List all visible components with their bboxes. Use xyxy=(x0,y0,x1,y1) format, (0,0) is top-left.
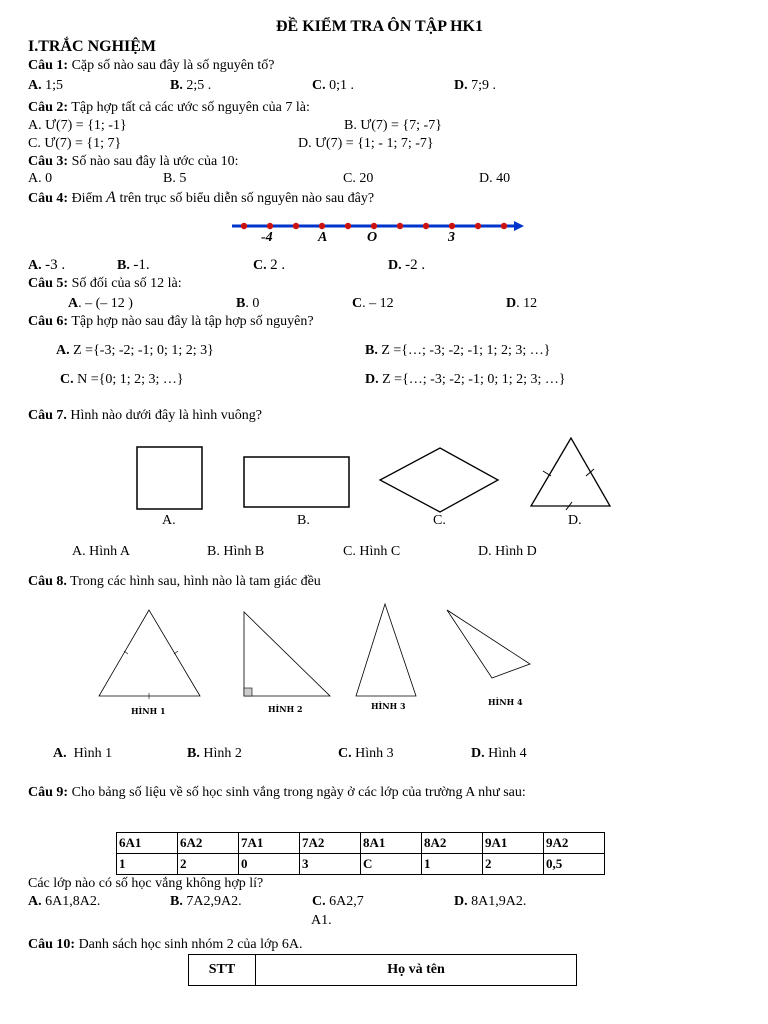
q9-option-c[interactable]: C. 6A2,7 xyxy=(312,894,364,909)
q7-option-a[interactable]: A. Hình A xyxy=(72,544,130,559)
q2-option-d[interactable]: D. Ư(7) = {1; - 1; 7; -7} xyxy=(298,136,434,151)
question-8: Câu 8. Trong các hình sau, hình nào là tam giác đều xyxy=(28,574,321,589)
q7-shapes xyxy=(120,432,620,516)
q8-option-c[interactable]: C. Hình 3 xyxy=(338,746,394,761)
table-cell: 0 xyxy=(239,854,300,875)
question-6: Câu 6: Tập hợp nào sau đây là tập hợp số nguyên? xyxy=(28,314,314,329)
table-cell: 9A2 xyxy=(544,833,605,854)
axis-label-3: 3 xyxy=(448,230,455,245)
student-list-table xyxy=(188,954,577,986)
q9-option-a[interactable]: A. 6A1,8A2. xyxy=(28,894,101,909)
table-row xyxy=(117,854,605,875)
scalene-triangle xyxy=(447,610,530,678)
question-5: Câu 5: Số đối của số 12 là: xyxy=(28,276,182,291)
axis-label-minus4: -4 xyxy=(261,230,273,245)
axis-label-a: A xyxy=(318,230,328,245)
q1-option-d[interactable]: D. 7;9 . xyxy=(454,78,497,93)
q8-fig-label-1: HÌNH 1 xyxy=(131,706,166,716)
q4-option-b[interactable]: B. -1. xyxy=(117,257,150,273)
q6-option-d[interactable]: D. Z ={…; -3; -2; -1; 0; 1; 2; 3; …} xyxy=(365,372,566,387)
q8-shapes xyxy=(90,600,550,710)
table-cell: 1 xyxy=(117,854,178,875)
q3-option-d[interactable]: D. 40 xyxy=(479,171,511,186)
question-7: Câu 7. Hình nào dưới đây là hình vuông? xyxy=(28,408,262,423)
q7-fig-label-a: A. xyxy=(162,513,176,528)
table-cell: 7A1 xyxy=(239,833,300,854)
question-1 xyxy=(28,58,275,74)
q5-option-d[interactable]: D. 12 xyxy=(506,296,538,311)
q5-option-b[interactable]: B. 0 xyxy=(236,296,260,311)
rectangle-shape xyxy=(244,457,349,507)
table-cell: 7A2 xyxy=(300,833,361,854)
table-cell: C xyxy=(361,854,422,875)
q7-option-d[interactable]: D. Hình D xyxy=(478,544,537,559)
q4-option-d[interactable]: D. -2 . xyxy=(388,257,426,273)
q8-fig-label-2: HÌNH 2 xyxy=(268,704,303,714)
right-triangle xyxy=(244,612,330,696)
table-header-row xyxy=(117,833,605,854)
isosceles-triangle xyxy=(356,604,416,696)
table-cell: STT xyxy=(189,955,256,986)
question-10: Câu 10: Danh sách học sinh nhóm 2 của lớp 6A. xyxy=(28,937,303,952)
q7-fig-label-c: C. xyxy=(433,513,446,528)
q1-option-c[interactable]: C. 0;1 . xyxy=(312,78,355,93)
q2-option-a[interactable]: A. Ư(7) = {1; -1} xyxy=(28,118,127,133)
table-cell: 3 xyxy=(300,854,361,875)
q1-label: Câu 1: xyxy=(28,58,69,73)
table-cell: 8A2 xyxy=(422,833,483,854)
q8-option-b[interactable]: B. Hình 2 xyxy=(187,746,242,761)
table-cell: Họ và tên xyxy=(256,955,577,986)
q4-option-a[interactable]: A. -3 . xyxy=(28,257,66,273)
q8-option-a[interactable]: A. Hình 1 xyxy=(53,746,113,761)
q7-option-c[interactable]: C. Hình C xyxy=(343,544,401,559)
square-shape xyxy=(137,447,202,509)
table-cell: 6A2 xyxy=(178,833,239,854)
question-9: Câu 9: Cho bảng số liệu về số học sinh vắng trong ngày ở các lớp của trường A như sau: xyxy=(28,785,526,800)
q2-option-c[interactable]: C. Ư(7) = {1; 7} xyxy=(28,136,122,151)
q9-option-b[interactable]: B. 7A2,9A2. xyxy=(170,894,242,909)
q9-question: Các lớp nào có số học vắng không hợp lí? xyxy=(28,876,264,891)
question-2: Câu 2: Tập hợp tất cả các ước số nguyên của 7 là: xyxy=(28,100,310,115)
q5-option-c[interactable]: C. – 12 xyxy=(352,296,394,311)
number-line xyxy=(228,214,528,248)
q6-option-c[interactable]: C. N ={0; 1; 2; 3; …} xyxy=(60,372,184,387)
q9-option-d[interactable]: D. 8A1,9A2. xyxy=(454,894,527,909)
axis-label-o: O xyxy=(367,230,378,245)
table-cell: 2 xyxy=(178,854,239,875)
table-cell: 9A1 xyxy=(483,833,544,854)
section-heading: I.TRẮC NGHIỆM xyxy=(28,38,157,55)
triangle-shape xyxy=(531,438,610,506)
q3-option-b[interactable]: B. 5 xyxy=(163,171,187,186)
q1-option-a[interactable]: A. 1;5 xyxy=(28,78,64,93)
q8-fig-label-3: HÌNH 3 xyxy=(371,701,406,711)
question-3: Câu 3: Số nào sau đây là ước của 10: xyxy=(28,154,239,169)
table-cell: 1 xyxy=(422,854,483,875)
q1-option-b[interactable]: B. 2;5 . xyxy=(170,78,212,93)
q6-option-a[interactable]: A. Z ={-3; -2; -1; 0; 1; 2; 3} xyxy=(56,343,214,358)
q8-fig-label-4: HÌNH 4 xyxy=(488,697,523,707)
table-cell: 6A1 xyxy=(117,833,178,854)
q9-option-c-cont: A1. xyxy=(311,913,332,928)
q8-option-d[interactable]: D. Hình 4 xyxy=(471,746,527,761)
q4-option-c[interactable]: C. 2 . xyxy=(253,257,286,273)
q7-fig-label-b: B. xyxy=(297,513,310,528)
question-4: Câu 4: Điểm A trên trục số biểu diễn số nguyên nào sau đây? xyxy=(28,189,375,206)
table-header-row xyxy=(189,955,577,986)
q5-option-a[interactable]: A. – (– 12 ) xyxy=(68,296,133,311)
q2-option-b[interactable]: B. Ư(7) = {7; -7} xyxy=(344,118,442,133)
q7-fig-label-d: D. xyxy=(568,513,582,528)
q7-option-b[interactable]: B. Hình B xyxy=(207,544,265,559)
q1-text: Cặp số nào sau đây là số nguyên tố? xyxy=(71,58,275,73)
equilateral-triangle xyxy=(99,610,200,696)
q6-option-b[interactable]: B. Z ={…; -3; -2; -1; 1; 2; 3; …} xyxy=(365,343,551,358)
q3-option-a[interactable]: A. 0 xyxy=(28,171,53,186)
q3-option-c[interactable]: C. 20 xyxy=(343,171,374,186)
absence-table xyxy=(116,832,605,875)
table-cell: 0,5 xyxy=(544,854,605,875)
table-cell: 2 xyxy=(483,854,544,875)
page-title: ĐỀ KIỂM TRA ÔN TẬP HK1 xyxy=(276,18,483,35)
rhombus-shape xyxy=(380,448,498,512)
table-cell: 8A1 xyxy=(361,833,422,854)
